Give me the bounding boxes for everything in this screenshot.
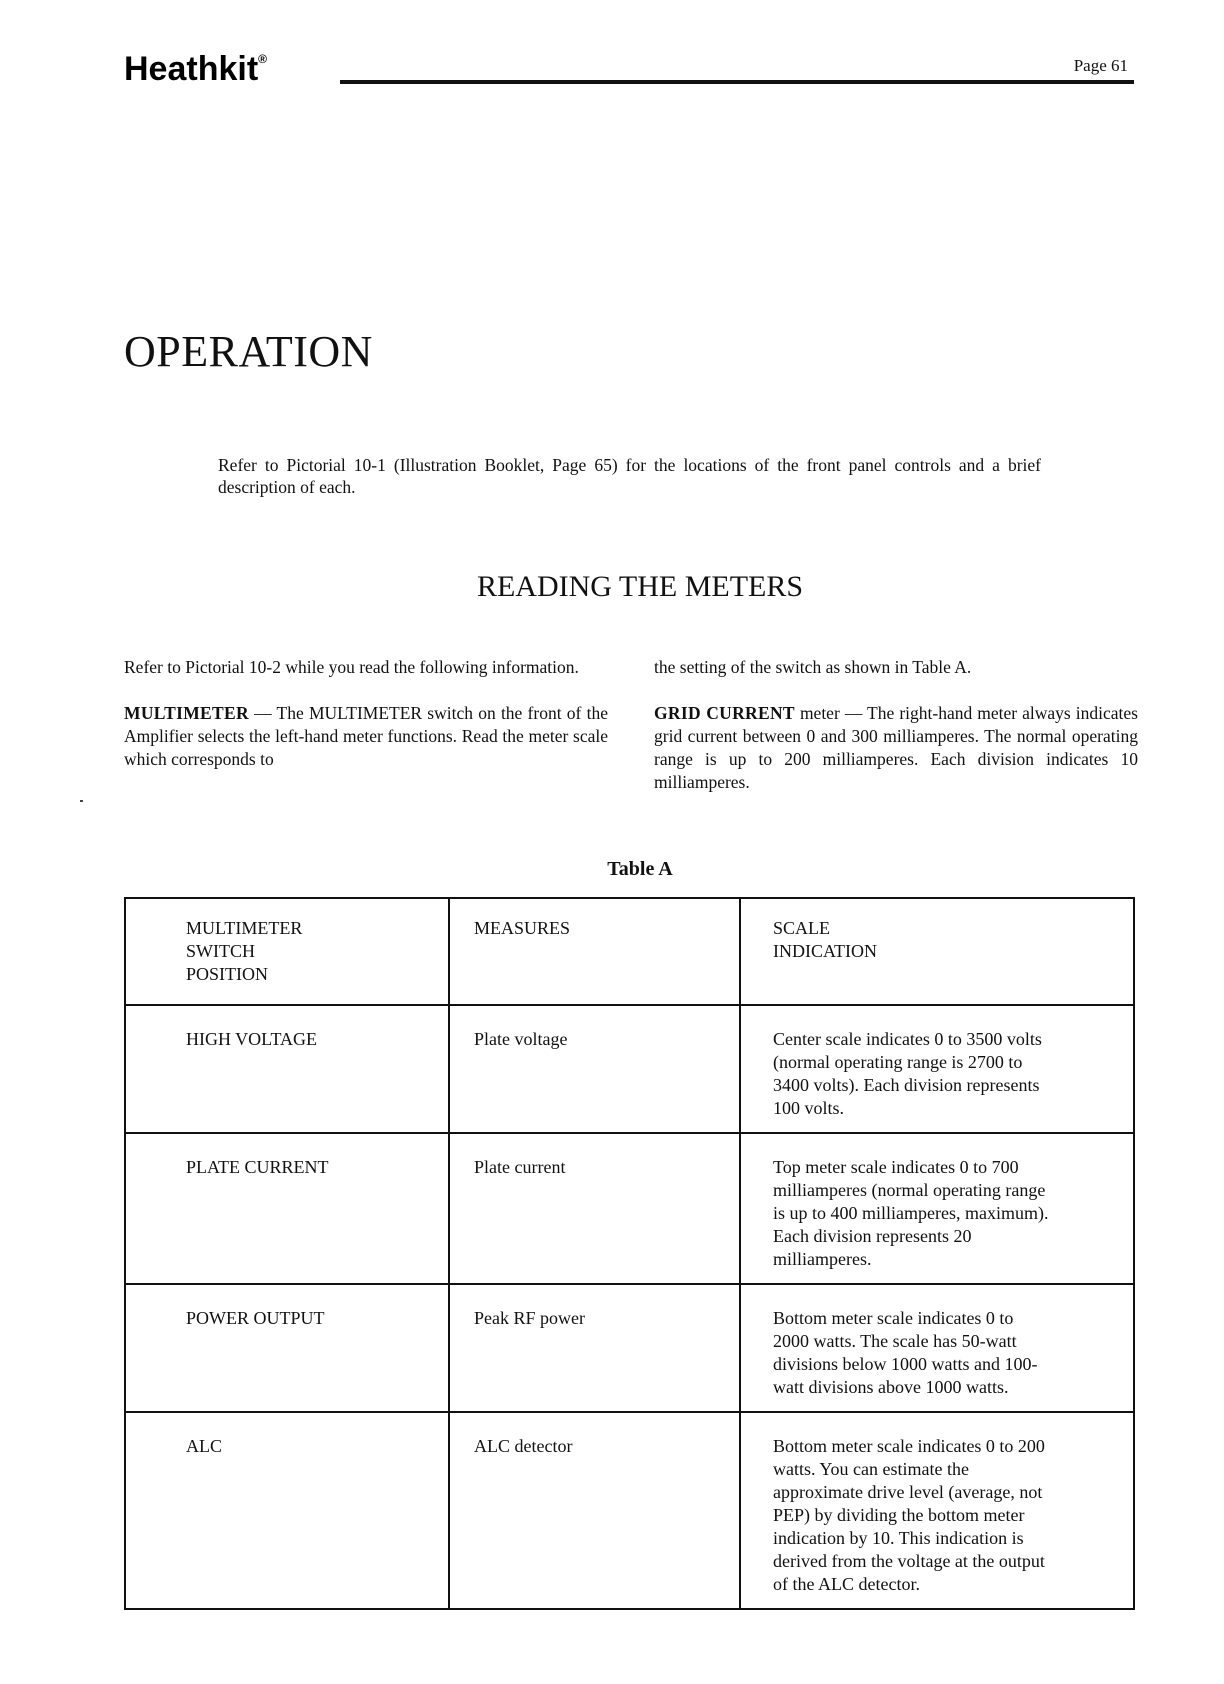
switch-position-cell: HIGH VOLTAGE	[125, 1005, 449, 1133]
header-line: SWITCH	[186, 941, 255, 961]
indication-cell: Bottom meter scale indicates 0 to 2000 watts. The scale has 50-watt divisions below 1000 watts and 100-watt divisions above 1000 watts.	[740, 1284, 1134, 1412]
section-heading: READING THE METERS	[476, 570, 804, 603]
measures-cell: Plate voltage	[449, 1005, 740, 1133]
right-column	[654, 656, 1138, 817]
table-row	[125, 1412, 1134, 1609]
header-line: MEASURES	[474, 918, 571, 938]
brand-name: Heathkit	[124, 50, 259, 88]
page-title: OPERATION	[124, 327, 373, 376]
table-row	[125, 1284, 1134, 1412]
left-paragraph-1: Refer to Pictorial 10-2 while you read the following information.	[124, 657, 579, 677]
table-caption: Table A	[607, 858, 673, 880]
intro-paragraph: Refer to Pictorial 10-1 (Illustration Booklet, Page 65) for the locations of the front panel controls and a brief description of each.	[218, 455, 1041, 497]
indication-cell: Top meter scale indicates 0 to 700 milliamperes (normal operating range is up to 400 milliamperes, maximum). Each division represents 20 milliamperes.	[740, 1133, 1134, 1284]
measures-cell: Plate current	[449, 1133, 740, 1284]
multimeter-text: — The MULTIMETER switch on the front of the Amplifier selects the left-hand meter functions. Read the meter scale which corresponds to	[124, 703, 608, 769]
header-line: SCALE	[773, 918, 831, 938]
header-measures	[449, 898, 740, 1005]
page-number: Page 61	[1073, 56, 1128, 75]
header-scale-indication	[740, 898, 1134, 1005]
right-paragraph-1: the setting of the switch as shown in Table A.	[654, 657, 972, 677]
indication-cell: Bottom meter scale indicates 0 to 200 watts. You can estimate the approximate drive level (average, not PEP) by dividing the bottom meter indication by 10. This indication is derived from the voltage at the output of the ALC detector.	[740, 1412, 1134, 1609]
measures-cell: Peak RF power	[449, 1284, 740, 1412]
header-line: MULTIMETER	[186, 918, 303, 938]
left-column	[124, 656, 608, 794]
header-rule	[340, 80, 1134, 84]
brand-logo	[124, 50, 267, 89]
indication-cell: Center scale indicates 0 to 3500 volts (normal operating range is 2700 to 3400 volts). Each division represents 100 volts.	[740, 1005, 1134, 1133]
meter-table	[124, 897, 1135, 1610]
table-row	[125, 1005, 1134, 1133]
header-line: INDICATION	[773, 941, 877, 961]
grid-current-paragraph	[654, 702, 1138, 794]
multimeter-term: MULTIMETER	[124, 703, 249, 723]
switch-position-cell: PLATE CURRENT	[125, 1133, 449, 1284]
header-switch-position	[125, 898, 449, 1005]
page-header	[124, 50, 1134, 90]
grid-current-text: meter — The right-hand meter always indicates grid current between 0 and 300 milliamperes. The normal operating range is up to 200 milliamperes. Each division indicates 10 milliamperes.	[654, 703, 1138, 792]
grid-current-term: GRID CURRENT	[654, 703, 795, 723]
table-header-row	[125, 898, 1134, 1005]
registered-mark: ®	[258, 52, 267, 66]
switch-position-cell: ALC	[125, 1412, 449, 1609]
multimeter-paragraph	[124, 702, 608, 771]
table-row	[125, 1133, 1134, 1284]
switch-position-cell: POWER OUTPUT	[125, 1284, 449, 1412]
header-line: POSITION	[186, 964, 269, 984]
measures-cell: ALC detector	[449, 1412, 740, 1609]
stray-mark	[80, 800, 83, 802]
